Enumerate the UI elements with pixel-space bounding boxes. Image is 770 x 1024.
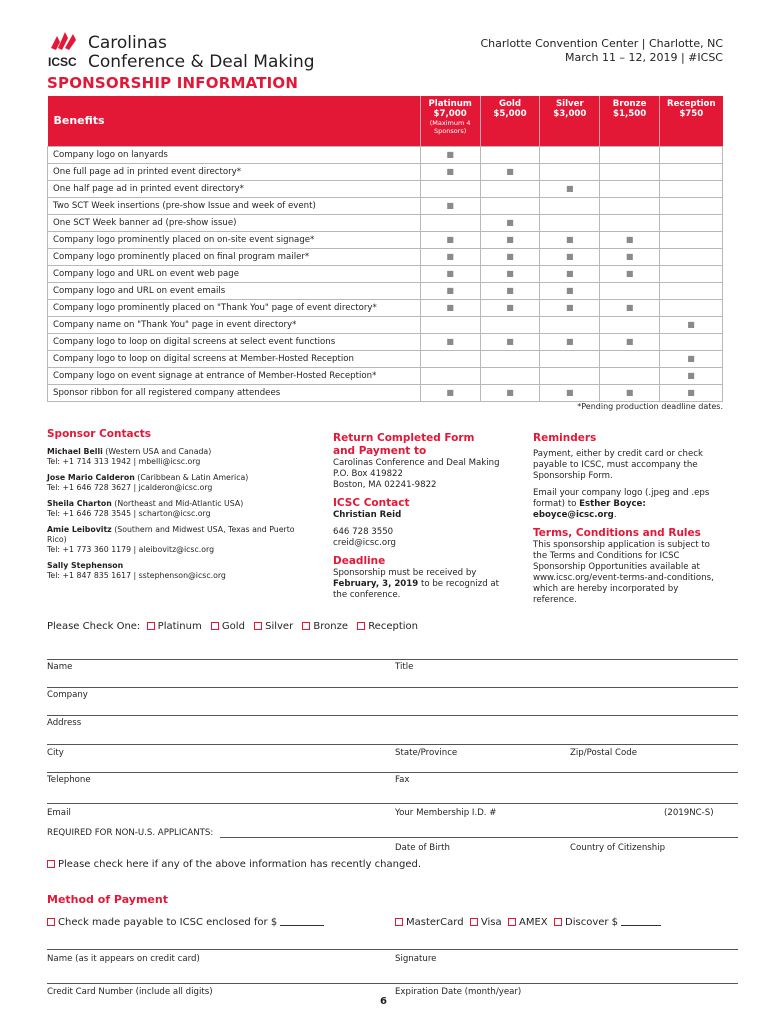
benefit-mark-silver: ■ bbox=[540, 333, 600, 350]
benefit-mark-platinum bbox=[420, 214, 480, 231]
contact-details[interactable]: Tel: +1 773 360 1179 | aleibovitz@icsc.org bbox=[47, 545, 215, 554]
level-platinum: Platinum $7,000 (Maximum 4 Sponsors) bbox=[420, 96, 480, 146]
benefit-label: One SCT Week banner ad (pre-show issue) bbox=[48, 214, 421, 231]
deadline-text: Sponsorship must be received by February, 3, 2019 to be recognizd at the conference. bbox=[333, 568, 500, 600]
benefit-mark-gold: ■ bbox=[480, 163, 540, 180]
form-line bbox=[47, 715, 738, 716]
icsc-contact-phone: 646 728 3550 bbox=[333, 527, 394, 537]
benefit-row bbox=[48, 214, 723, 231]
checkbox-gold[interactable]: Gold bbox=[211, 621, 245, 632]
checkbox-bronze[interactable]: Bronze bbox=[302, 621, 348, 632]
benefit-mark-gold: ■ bbox=[480, 265, 540, 282]
form-line bbox=[220, 837, 738, 838]
form-line bbox=[47, 687, 738, 688]
payment-title: Method of Payment bbox=[47, 893, 168, 906]
contact-region: (Southern and Midwest USA, Texas and Puerto Rico) bbox=[47, 525, 295, 544]
form-line bbox=[47, 803, 738, 804]
benefit-row bbox=[48, 316, 723, 333]
checkbox-visa[interactable]: Visa bbox=[470, 917, 502, 928]
return-address-2: P.O. Box 419822 bbox=[333, 469, 403, 479]
city-field[interactable]: City bbox=[47, 748, 64, 758]
benefit-mark-platinum: ■ bbox=[420, 197, 480, 214]
level-reception: Reception $750 bbox=[660, 96, 723, 146]
sponsor-contact bbox=[47, 525, 307, 555]
benefit-label: Company logo and URL on event emails bbox=[48, 282, 421, 299]
benefit-label: Company logo prominently placed on on-site event signage* bbox=[48, 231, 421, 248]
contact-details[interactable]: Tel: +1 646 728 3545 | scharton@icsc.org bbox=[47, 509, 211, 518]
benefit-label: One half page ad in printed event directory* bbox=[48, 180, 421, 197]
event-info bbox=[480, 37, 723, 65]
benefit-mark-bronze: ■ bbox=[600, 384, 660, 401]
benefit-mark-reception bbox=[660, 333, 723, 350]
benefit-mark-bronze bbox=[600, 180, 660, 197]
benefit-mark-reception: ■ bbox=[660, 316, 723, 333]
form-line bbox=[47, 983, 738, 984]
form-line bbox=[47, 744, 738, 745]
benefit-label: Company logo on event signage at entrance of Member-Hosted Reception* bbox=[48, 367, 421, 384]
terms-text: This sponsorship application is subject to the Terms and Conditions for ICSC Sponsorship Opportunities available at www.icsc.org/event-terms-and-conditions, which are hereby incorporated by reference. bbox=[533, 540, 714, 605]
benefit-mark-platinum bbox=[420, 180, 480, 197]
benefit-mark-silver bbox=[540, 197, 600, 214]
deadline-title: Deadline bbox=[333, 555, 386, 567]
benefit-label: Company logo on lanyards bbox=[48, 146, 421, 163]
benefit-mark-gold: ■ bbox=[480, 282, 540, 299]
benefit-mark-bronze bbox=[600, 316, 660, 333]
date-line: March 11 – 12, 2019 | #ICSC bbox=[564, 51, 723, 64]
return-title-2: and Payment to bbox=[333, 445, 427, 457]
benefit-mark-reception bbox=[660, 282, 723, 299]
benefit-mark-bronze bbox=[600, 282, 660, 299]
benefit-row bbox=[48, 265, 723, 282]
membership-id-field[interactable]: Your Membership I.D. # bbox=[395, 808, 497, 818]
benefit-mark-silver: ■ bbox=[540, 180, 600, 197]
return-info bbox=[333, 432, 513, 601]
benefit-mark-platinum bbox=[420, 350, 480, 367]
name-field[interactable]: Name bbox=[47, 662, 73, 672]
benefit-mark-gold bbox=[480, 367, 540, 384]
company-field[interactable]: Company bbox=[47, 690, 88, 700]
benefit-mark-bronze bbox=[600, 350, 660, 367]
terms-title: Terms, Conditions and Rules bbox=[533, 527, 701, 539]
state-field[interactable]: State/Province bbox=[395, 748, 458, 758]
benefit-mark-gold: ■ bbox=[480, 214, 540, 231]
benefit-row bbox=[48, 299, 723, 316]
level-silver: Silver $3,000 bbox=[540, 96, 600, 146]
benefit-mark-bronze: ■ bbox=[600, 231, 660, 248]
benefit-label: One full page ad in printed event directory* bbox=[48, 163, 421, 180]
title-line-2: Conference & Deal Making bbox=[88, 52, 315, 72]
benefit-mark-bronze: ■ bbox=[600, 265, 660, 282]
benefit-mark-gold: ■ bbox=[480, 248, 540, 265]
zip-field[interactable]: Zip/Postal Code bbox=[570, 748, 637, 758]
return-address-3: Boston, MA 02241-9822 bbox=[333, 480, 437, 490]
page-number: 6 bbox=[380, 996, 387, 1007]
benefit-label: Company logo and URL on event web page bbox=[48, 265, 421, 282]
checkbox-amex[interactable]: AMEX bbox=[508, 917, 548, 928]
contact-name: Sheila Charton bbox=[47, 499, 112, 508]
benefit-mark-platinum bbox=[420, 367, 480, 384]
benefit-row bbox=[48, 367, 723, 384]
section-title: SPONSORSHIP INFORMATION bbox=[47, 74, 299, 92]
card-number-field[interactable]: Credit Card Number (include all digits) bbox=[47, 987, 213, 997]
benefit-mark-bronze: ■ bbox=[600, 248, 660, 265]
non-us-label: REQUIRED FOR NON-U.S. APPLICANTS: bbox=[47, 828, 214, 838]
benefit-label: Two SCT Week insertions (pre-show Issue and week of event) bbox=[48, 197, 421, 214]
benefit-mark-reception bbox=[660, 146, 723, 163]
benefit-mark-platinum: ■ bbox=[420, 384, 480, 401]
contact-details[interactable]: Tel: +1 714 313 1942 | mbelli@icsc.org bbox=[47, 457, 201, 466]
signature-field[interactable]: Signature bbox=[395, 954, 437, 964]
benefit-label: Company logo to loop on digital screens at select event functions bbox=[48, 333, 421, 350]
card-options bbox=[395, 917, 661, 928]
benefit-mark-reception: ■ bbox=[660, 367, 723, 384]
benefit-mark-silver: ■ bbox=[540, 231, 600, 248]
check-payment-option[interactable]: Check made payable to ICSC enclosed for $ bbox=[47, 917, 324, 928]
benefit-row bbox=[48, 384, 723, 401]
benefit-mark-reception bbox=[660, 197, 723, 214]
benefit-mark-gold bbox=[480, 316, 540, 333]
sponsor-contact bbox=[47, 561, 307, 581]
benefit-row bbox=[48, 248, 723, 265]
contact-details[interactable]: Tel: +1 646 728 3627 | jcalderon@icsc.org bbox=[47, 483, 213, 492]
contact-name: Jose Mario Calderon bbox=[47, 473, 135, 482]
icsc-contact-name: Christian Reid bbox=[333, 510, 402, 520]
benefit-mark-bronze: ■ bbox=[600, 333, 660, 350]
benefit-mark-platinum bbox=[420, 316, 480, 333]
level-checkboxes bbox=[47, 621, 424, 632]
checkbox-discover[interactable]: Discover $ bbox=[554, 917, 661, 928]
checkbox-platinum[interactable]: Platinum bbox=[147, 621, 202, 632]
benefit-mark-reception bbox=[660, 163, 723, 180]
conference-title bbox=[88, 34, 315, 72]
benefit-mark-gold: ■ bbox=[480, 231, 540, 248]
info-changed-checkbox[interactable]: Please check here if any of the above information has recently changed. bbox=[47, 859, 421, 870]
benefit-mark-reception bbox=[660, 231, 723, 248]
contact-region: (Northeast and Mid-Atlantic USA) bbox=[111, 499, 244, 508]
form-line bbox=[47, 949, 738, 950]
benefit-mark-platinum: ■ bbox=[420, 146, 480, 163]
sponsor-contacts bbox=[47, 428, 307, 587]
benefit-row bbox=[48, 350, 723, 367]
benefit-mark-silver: ■ bbox=[540, 265, 600, 282]
contact-region: (Western USA and Canada) bbox=[102, 447, 212, 456]
title-field[interactable]: Title bbox=[395, 662, 414, 672]
form-code: (2019NC-S) bbox=[664, 808, 714, 818]
form-line bbox=[47, 772, 738, 773]
benefit-mark-platinum: ■ bbox=[420, 163, 480, 180]
sponsor-contact bbox=[47, 447, 307, 467]
reminders-title: Reminders bbox=[533, 432, 597, 444]
reminders-logo: Email your company logo (.jpeg and .eps format) to Esther Boyce: eboyce@icsc.org. bbox=[533, 488, 710, 520]
benefit-row bbox=[48, 333, 723, 350]
checkbox-silver[interactable]: Silver bbox=[254, 621, 293, 632]
benefit-mark-platinum: ■ bbox=[420, 265, 480, 282]
benefit-mark-reception bbox=[660, 248, 723, 265]
email-field[interactable]: Email bbox=[47, 808, 71, 818]
sponsor-contact bbox=[47, 499, 307, 519]
benefit-mark-silver bbox=[540, 350, 600, 367]
benefit-mark-reception bbox=[660, 180, 723, 197]
benefit-row bbox=[48, 146, 723, 163]
benefit-mark-platinum: ■ bbox=[420, 299, 480, 316]
benefit-row bbox=[48, 282, 723, 299]
icsc-contact-title: ICSC Contact bbox=[333, 497, 410, 509]
benefit-mark-platinum: ■ bbox=[420, 282, 480, 299]
logo-text: ICSC bbox=[48, 55, 77, 69]
benefit-mark-gold: ■ bbox=[480, 299, 540, 316]
benefit-mark-gold: ■ bbox=[480, 333, 540, 350]
benefit-mark-silver bbox=[540, 214, 600, 231]
benefit-row bbox=[48, 180, 723, 197]
benefit-mark-reception: ■ bbox=[660, 350, 723, 367]
card-name-field[interactable]: Name (as it appears on credit card) bbox=[47, 954, 200, 964]
contact-region: (Caribbean & Latin America) bbox=[134, 473, 249, 482]
level-gold: Gold $5,000 bbox=[480, 96, 540, 146]
benefit-mark-silver bbox=[540, 146, 600, 163]
form-line bbox=[47, 659, 738, 660]
contact-name: Amie Leibovitz bbox=[47, 525, 112, 534]
benefit-mark-silver: ■ bbox=[540, 248, 600, 265]
contact-details[interactable]: Tel: +1 847 835 1617 | sstephenson@icsc.org bbox=[47, 571, 226, 580]
benefit-mark-gold bbox=[480, 350, 540, 367]
benefit-label: Company name on "Thank You" page in event directory* bbox=[48, 316, 421, 333]
benefit-mark-reception bbox=[660, 265, 723, 282]
benefit-mark-silver bbox=[540, 316, 600, 333]
address-field[interactable]: Address bbox=[47, 718, 82, 728]
benefit-mark-gold bbox=[480, 146, 540, 163]
benefit-mark-silver bbox=[540, 367, 600, 384]
checkbox-mastercard[interactable]: MasterCard bbox=[395, 917, 464, 928]
benefit-mark-gold bbox=[480, 197, 540, 214]
telephone-field[interactable]: Telephone bbox=[47, 775, 91, 785]
contact-name: Sally Stephenson bbox=[47, 561, 124, 570]
benefit-label: Sponsor ribbon for all registered company attendees bbox=[48, 384, 421, 401]
reminders bbox=[533, 432, 718, 606]
benefit-row bbox=[48, 197, 723, 214]
benefit-mark-gold bbox=[480, 180, 540, 197]
check-one-label: Please Check One: bbox=[47, 621, 141, 632]
footnote: *Pending production deadline dates. bbox=[577, 402, 723, 411]
benefit-label: Company logo prominently placed on final program mailer* bbox=[48, 248, 421, 265]
icsc-logo-icon bbox=[47, 30, 81, 70]
checkbox-reception[interactable]: Reception bbox=[357, 621, 418, 632]
benefits-header: Benefits bbox=[48, 96, 421, 146]
sponsor-contact bbox=[47, 473, 307, 493]
benefit-mark-silver: ■ bbox=[540, 384, 600, 401]
benefit-mark-silver: ■ bbox=[540, 299, 600, 316]
level-bronze: Bronze $1,500 bbox=[600, 96, 660, 146]
benefit-mark-silver bbox=[540, 163, 600, 180]
benefit-mark-bronze: ■ bbox=[600, 299, 660, 316]
benefit-mark-bronze bbox=[600, 163, 660, 180]
sponsor-contacts-title: Sponsor Contacts bbox=[47, 428, 152, 440]
benefit-row bbox=[48, 231, 723, 248]
benefit-mark-bronze bbox=[600, 367, 660, 384]
fax-field[interactable]: Fax bbox=[395, 775, 410, 785]
benefit-mark-gold: ■ bbox=[480, 384, 540, 401]
venue-line: Charlotte Convention Center | Charlotte, NC bbox=[480, 37, 723, 50]
contact-name: Michael Belli bbox=[47, 447, 103, 456]
benefit-mark-platinum: ■ bbox=[420, 231, 480, 248]
benefit-label: Company logo prominently placed on "Thank You" page of event directory* bbox=[48, 299, 421, 316]
reminders-payment: Payment, either by credit card or check payable to ICSC, must accompany the Sponsorship Form. bbox=[533, 449, 703, 481]
benefit-mark-silver: ■ bbox=[540, 282, 600, 299]
benefit-mark-bronze bbox=[600, 197, 660, 214]
benefit-mark-reception bbox=[660, 214, 723, 231]
benefit-row bbox=[48, 163, 723, 180]
benefit-mark-reception bbox=[660, 299, 723, 316]
return-title-1: Return Completed Form bbox=[333, 432, 475, 444]
benefits-table bbox=[47, 96, 723, 402]
benefit-mark-bronze bbox=[600, 214, 660, 231]
icsc-contact-email[interactable]: creid@icsc.org bbox=[333, 538, 396, 548]
benefit-mark-platinum: ■ bbox=[420, 333, 480, 350]
citizenship-field[interactable]: Country of Citizenship bbox=[570, 843, 666, 853]
return-address-1: Carolinas Conference and Deal Making bbox=[333, 458, 500, 468]
expiration-field[interactable]: Expiration Date (month/year) bbox=[395, 987, 522, 997]
benefit-mark-reception: ■ bbox=[660, 384, 723, 401]
benefit-label: Company logo to loop on digital screens at Member-Hosted Reception bbox=[48, 350, 421, 367]
benefit-mark-platinum: ■ bbox=[420, 248, 480, 265]
benefit-mark-bronze bbox=[600, 146, 660, 163]
dob-field[interactable]: Date of Birth bbox=[395, 843, 450, 853]
title-line-1: Carolinas bbox=[88, 33, 167, 53]
